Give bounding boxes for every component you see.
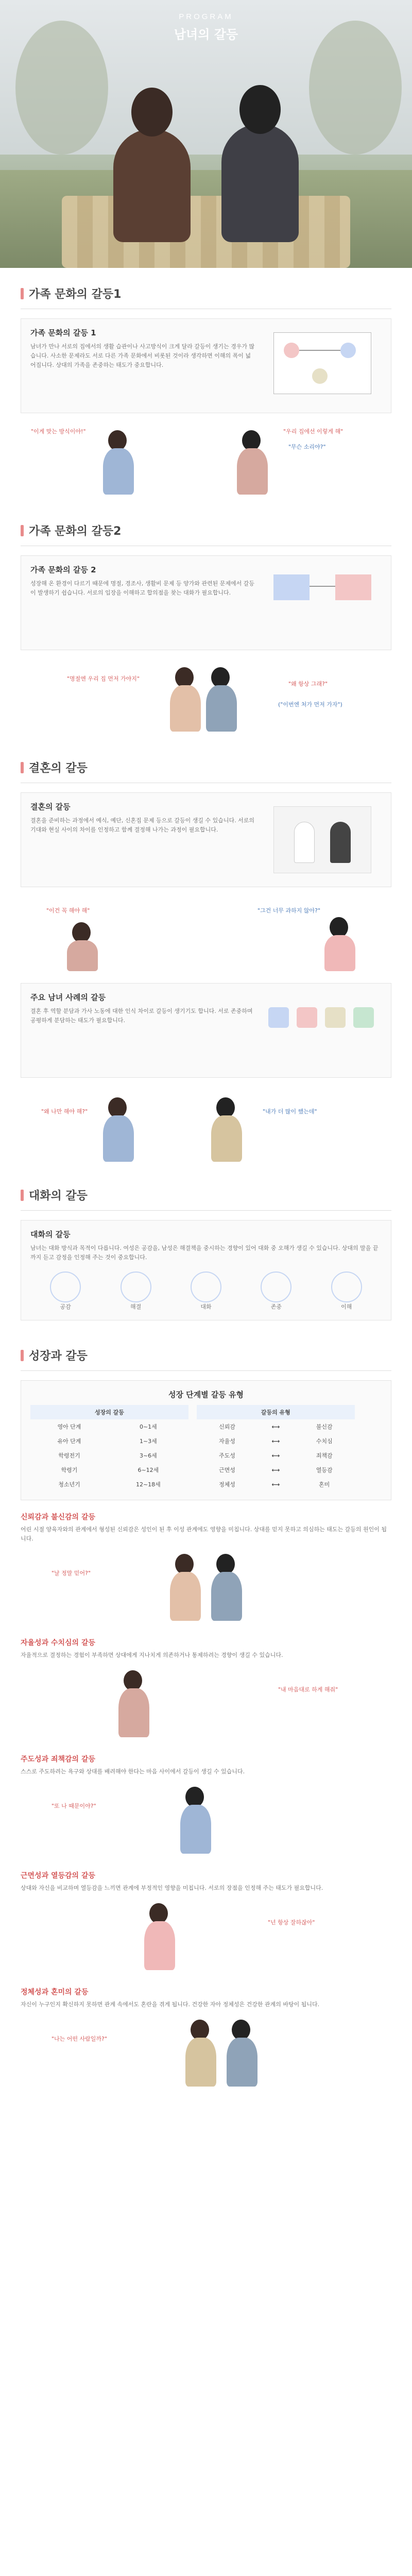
table-row: 근면성 ⟷ 열등감 [197, 1463, 355, 1477]
speech-bubble: "그건 너무 과하지 않아?" [258, 907, 321, 914]
table-header: 성장의 갈등 [30, 1405, 188, 1419]
subsection-title: 주도성과 죄책감의 갈등 [21, 1755, 95, 1764]
illustration-row [21, 1549, 391, 1626]
double-arrow-icon: ⟷ [271, 1423, 280, 1430]
section-heading [0, 742, 412, 783]
conflict-type-table [197, 1405, 355, 1492]
section-title: 대화의 갈등 [29, 1190, 88, 1202]
paragraph: 자신이 누구인지 확신하지 못하면 관계 속에서도 혼란을 겪게 됩니다. 건강한 자아 정체성은 건강한 관계의 바탕이 됩니다. [21, 2001, 320, 2008]
paragraph: 남녀가 만나 서로의 집에서의 생활 습관이나 사고방식이 크게 달라 갈등이 생기는 경우가 많습니다. 사소한 문제라도 서로 다른 가족 문화에서 비롯된 것이라 생각하면 이해의 폭이 넓어집니다. 상대의 가족을 존중하는 태도가 중요합니다. [30, 343, 255, 368]
section-title: 가족 문화의 갈등1 [29, 288, 122, 301]
subsection-title: 근면성과 열등감의 갈등 [21, 1872, 95, 1880]
illustration-row [21, 2014, 391, 2092]
double-arrow-icon: ⟷ [271, 1437, 280, 1445]
conversation-icons [30, 1272, 382, 1312]
speech-bubble: "넌 항상 잘하잖아" [268, 1919, 315, 1926]
icon-label: 해결 [130, 1303, 142, 1310]
hero-title-box [0, 12, 412, 42]
speech-bubble: ("이번엔 처가 먼저 가자") [278, 701, 342, 708]
speech-bubble: "이게 맞는 방식이야!" [31, 428, 86, 435]
section-title: 가족 문화의 갈등2 [29, 525, 122, 538]
table-row: 정체성 ⟷ 혼미 [197, 1477, 355, 1492]
person-figure [67, 940, 98, 971]
content-box [21, 1220, 391, 1320]
speech-bubble: "왜 항상 그래?" [288, 681, 328, 687]
paragraph: 결혼을 준비하는 과정에서 예식, 예단, 신혼집 문제 등으로 갈등이 생길 수 있습니다. 서로의 기대와 현실 사이의 차이를 인정하고 함께 결정해 나가는 과정이 필요합니다. [30, 817, 254, 833]
chores-diagram [263, 992, 382, 1069]
table-row: 학령전기 3~6세 [58, 1452, 157, 1459]
person-figure [206, 685, 237, 732]
table-row: 신뢰감 ⟷ 불신감 [197, 1419, 355, 1434]
illustration-row [21, 1782, 391, 1859]
illustration-row [21, 422, 391, 500]
speech-bubble: "내 마음대로 하게 해줘" [278, 1686, 338, 1693]
speech-bubble: "우리 집에선 이렇게 해" [283, 428, 344, 435]
family-diagram [263, 327, 382, 404]
table-row: 주도성 ⟷ 죄책감 [197, 1448, 355, 1463]
icon-label: 이해 [341, 1303, 352, 1310]
table-row: 학령기 6~12세 [61, 1467, 159, 1473]
person-figure [118, 1688, 149, 1737]
box-title: 결혼의 갈등 [30, 802, 71, 811]
picnic-blanket [62, 196, 350, 268]
wedding-illustration [263, 801, 382, 878]
subsection-title: 자율성과 수치심의 갈등 [21, 1639, 95, 1647]
section-title: 결혼의 갈등 [29, 762, 88, 775]
table-header: 갈등의 유형 [197, 1405, 355, 1419]
icon-item [331, 1272, 362, 1312]
person-figure [211, 1572, 242, 1621]
section-heading [0, 505, 412, 546]
paragraph: 상대와 자신을 비교하며 열등감을 느끼면 관계에 부정적인 영향을 미칩니다. 서로의 장점을 인정해 주는 태도가 필요합니다. [21, 1885, 323, 1891]
person-figure [227, 2038, 258, 2087]
person-figure [324, 935, 355, 971]
paragraph: 스스로 주도하려는 욕구와 상대를 배려해야 한다는 마음 사이에서 갈등이 생길 수 있습니다. [21, 1768, 245, 1775]
paragraph: 성장해 온 환경이 다르기 때문에 명절, 경조사, 생활비 문제 등 양가와 관련된 문제에서 갈등이 발생하기 쉽습니다. 서로의 입장을 이해하고 합의점을 찾는 대화가 필요합니다. [30, 580, 254, 596]
speech-bubble: "또 나 때문이야?" [52, 1803, 96, 1809]
section-heading [0, 1330, 412, 1370]
speech-bubble: "명절엔 우리 집 먼저 가야지" [67, 675, 140, 682]
icon-item [261, 1272, 291, 1312]
subsection-title: 정체성과 혼미의 갈등 [21, 1988, 89, 1996]
speech-bubble: "왜 나만 해야 해?" [41, 1108, 88, 1115]
speech-bubble: "나는 어떤 사람일까?" [52, 2036, 107, 2042]
content-box [21, 983, 391, 1078]
content-box [21, 318, 391, 413]
illustration-row [21, 659, 391, 737]
woman-figure [113, 129, 191, 242]
illustration-row [21, 1898, 391, 1975]
person-figure [185, 2038, 216, 2087]
content-box [21, 792, 391, 887]
section-heading [0, 268, 412, 309]
man-figure [221, 124, 299, 242]
person-figure [180, 1805, 211, 1854]
hero-title: 남녀의 갈등 [174, 27, 238, 42]
paragraph: 결혼 후 역할 분담과 가사 노동에 대한 인식 차이로 갈등이 생기기도 합니다. 서로 존중하며 공평하게 분담하는 태도가 필요합니다. [30, 1008, 253, 1024]
lightbulb-icon [121, 1272, 151, 1302]
double-arrow-icon: ⟷ [271, 1481, 280, 1488]
speech-bubble: "이건 꼭 해야 해" [46, 907, 90, 914]
icon-item [191, 1272, 221, 1312]
box-title: 주요 남녀 사례의 갈등 [30, 993, 106, 1002]
illustration-row [21, 1665, 391, 1742]
person-figure [211, 1115, 242, 1162]
hero-banner [0, 0, 412, 268]
heart-icon [50, 1272, 81, 1302]
table-row: 자율성 ⟷ 수치심 [197, 1434, 355, 1448]
speech-bubble: "날 정말 믿어?" [52, 1570, 91, 1577]
icon-label: 대화 [200, 1303, 212, 1310]
person-figure [103, 1115, 134, 1162]
person-figure [170, 685, 201, 732]
growth-stage-table-box [21, 1380, 391, 1500]
handshake-icon [261, 1272, 291, 1302]
box-title: 가족 문화의 갈등 1 [30, 328, 96, 337]
paragraph: 남녀는 대화 방식과 목적이 다릅니다. 여성은 공감을, 남성은 해결책을 중시하는 경향이 있어 대화 중 오해가 생길 수 있습니다. 상대의 말을 끝까지 듣고 감정을 인정해 주는 것이 중요합니다. [30, 1245, 379, 1261]
double-arrow-icon: ⟷ [271, 1452, 280, 1459]
icon-label: 공감 [60, 1303, 71, 1310]
box-title: 가족 문화의 갈등 2 [30, 565, 96, 574]
ear-icon [331, 1272, 362, 1302]
box-title: 성장 단계별 갈등 유형 [168, 1390, 244, 1399]
content-box [21, 555, 391, 650]
table-row: 유아 단계 1~3세 [57, 1438, 157, 1445]
illustration-row [21, 1087, 391, 1164]
icon-item [121, 1272, 151, 1312]
speech-bubble: "무슨 소리야?" [288, 444, 326, 450]
house-diagram [263, 564, 382, 641]
person-figure [237, 448, 268, 495]
paragraph: 어린 시절 양육자와의 관계에서 형성된 신뢰감은 성인이 된 후 이성 관계에도 영향을 미칩니다. 상대를 믿지 못하고 의심하는 태도는 갈등의 원인이 됩니다. [21, 1526, 387, 1542]
subsection-title: 신뢰감과 불신감의 갈등 [21, 1513, 95, 1521]
growth-stage-table [30, 1405, 188, 1492]
chat-icon [191, 1272, 221, 1302]
table-row: 영아 단계 0~1세 [57, 1423, 157, 1430]
person-figure [170, 1572, 201, 1621]
table-row: 청소년기 12~18세 [58, 1481, 161, 1488]
section-heading [0, 1170, 412, 1210]
icon-item [50, 1272, 81, 1312]
section-title: 성장과 갈등 [29, 1350, 88, 1363]
person-figure [103, 448, 134, 495]
double-arrow-icon: ⟷ [271, 1466, 280, 1473]
illustration-row [21, 896, 391, 974]
speech-bubble: "내가 더 많이 했는데" [263, 1108, 317, 1115]
person-figure [144, 1921, 175, 1970]
hero-eyebrow: PROGRAM [179, 12, 233, 21]
box-title: 대화의 갈등 [30, 1230, 71, 1239]
icon-label: 존중 [270, 1303, 282, 1310]
paragraph: 자율적으로 결정하는 경험이 부족하면 상대에게 지나치게 의존하거나 통제하려는 경향이 생길 수 있습니다. [21, 1652, 283, 1658]
